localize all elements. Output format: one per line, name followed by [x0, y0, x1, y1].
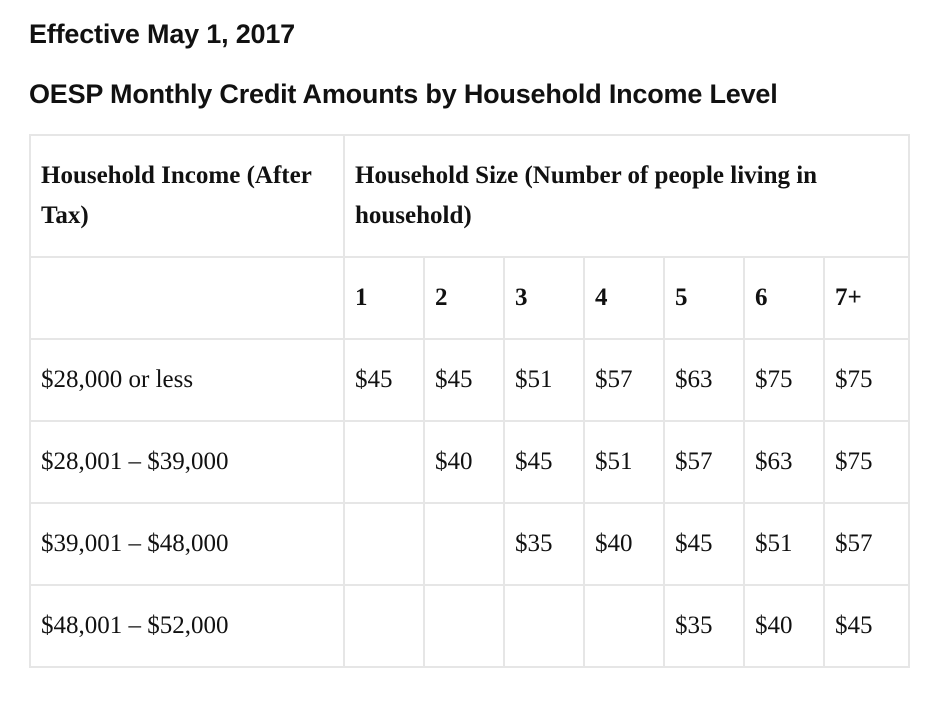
credit-cell: $75	[824, 339, 909, 421]
credit-cell: $75	[744, 339, 824, 421]
credit-cell	[424, 585, 504, 667]
credit-cell: $51	[584, 421, 664, 503]
size-6: 6	[744, 257, 824, 339]
credit-cell	[344, 503, 424, 585]
credit-cell: $45	[344, 339, 424, 421]
credit-cell: $45	[664, 503, 744, 585]
credit-cell: $75	[824, 421, 909, 503]
effective-date: Effective May 1, 2017	[29, 19, 295, 49]
credit-cell: $51	[744, 503, 824, 585]
table-title: OESP Monthly Credit Amounts by Household Income Level	[29, 79, 778, 109]
credit-cell	[424, 503, 504, 585]
credit-cell: $45	[824, 585, 909, 667]
table-row	[30, 585, 909, 667]
income-column-header: Household Income (After Tax)	[30, 135, 344, 257]
credit-cell: $57	[664, 421, 744, 503]
table-row	[30, 503, 909, 585]
credit-cell	[344, 421, 424, 503]
credit-cell	[504, 585, 584, 667]
credit-cell: $35	[504, 503, 584, 585]
household-size-row	[30, 257, 909, 339]
size-2: 2	[424, 257, 504, 339]
income-range: $48,001 – $52,000	[30, 585, 344, 667]
credit-cell	[584, 585, 664, 667]
credit-cell: $40	[584, 503, 664, 585]
credit-cell: $40	[424, 421, 504, 503]
credit-cell: $63	[664, 339, 744, 421]
size-7-plus: 7+	[824, 257, 909, 339]
credit-table	[29, 134, 910, 668]
credit-cell: $40	[744, 585, 824, 667]
size-3: 3	[504, 257, 584, 339]
empty-cell	[30, 257, 344, 339]
income-range: $39,001 – $48,000	[30, 503, 344, 585]
credit-cell: $57	[584, 339, 664, 421]
income-range: $28,000 or less	[30, 339, 344, 421]
credit-cell: $63	[744, 421, 824, 503]
size-5: 5	[664, 257, 744, 339]
income-range: $28,001 – $39,000	[30, 421, 344, 503]
household-size-header: Household Size (Number of people living in household)	[344, 135, 909, 257]
credit-cell: $45	[424, 339, 504, 421]
credit-cell: $57	[824, 503, 909, 585]
size-4: 4	[584, 257, 664, 339]
credit-cell	[344, 585, 424, 667]
table-row	[30, 339, 909, 421]
header-row	[30, 135, 909, 257]
credit-cell: $35	[664, 585, 744, 667]
table-row	[30, 421, 909, 503]
credit-cell: $45	[504, 421, 584, 503]
credit-cell: $51	[504, 339, 584, 421]
size-1: 1	[344, 257, 424, 339]
